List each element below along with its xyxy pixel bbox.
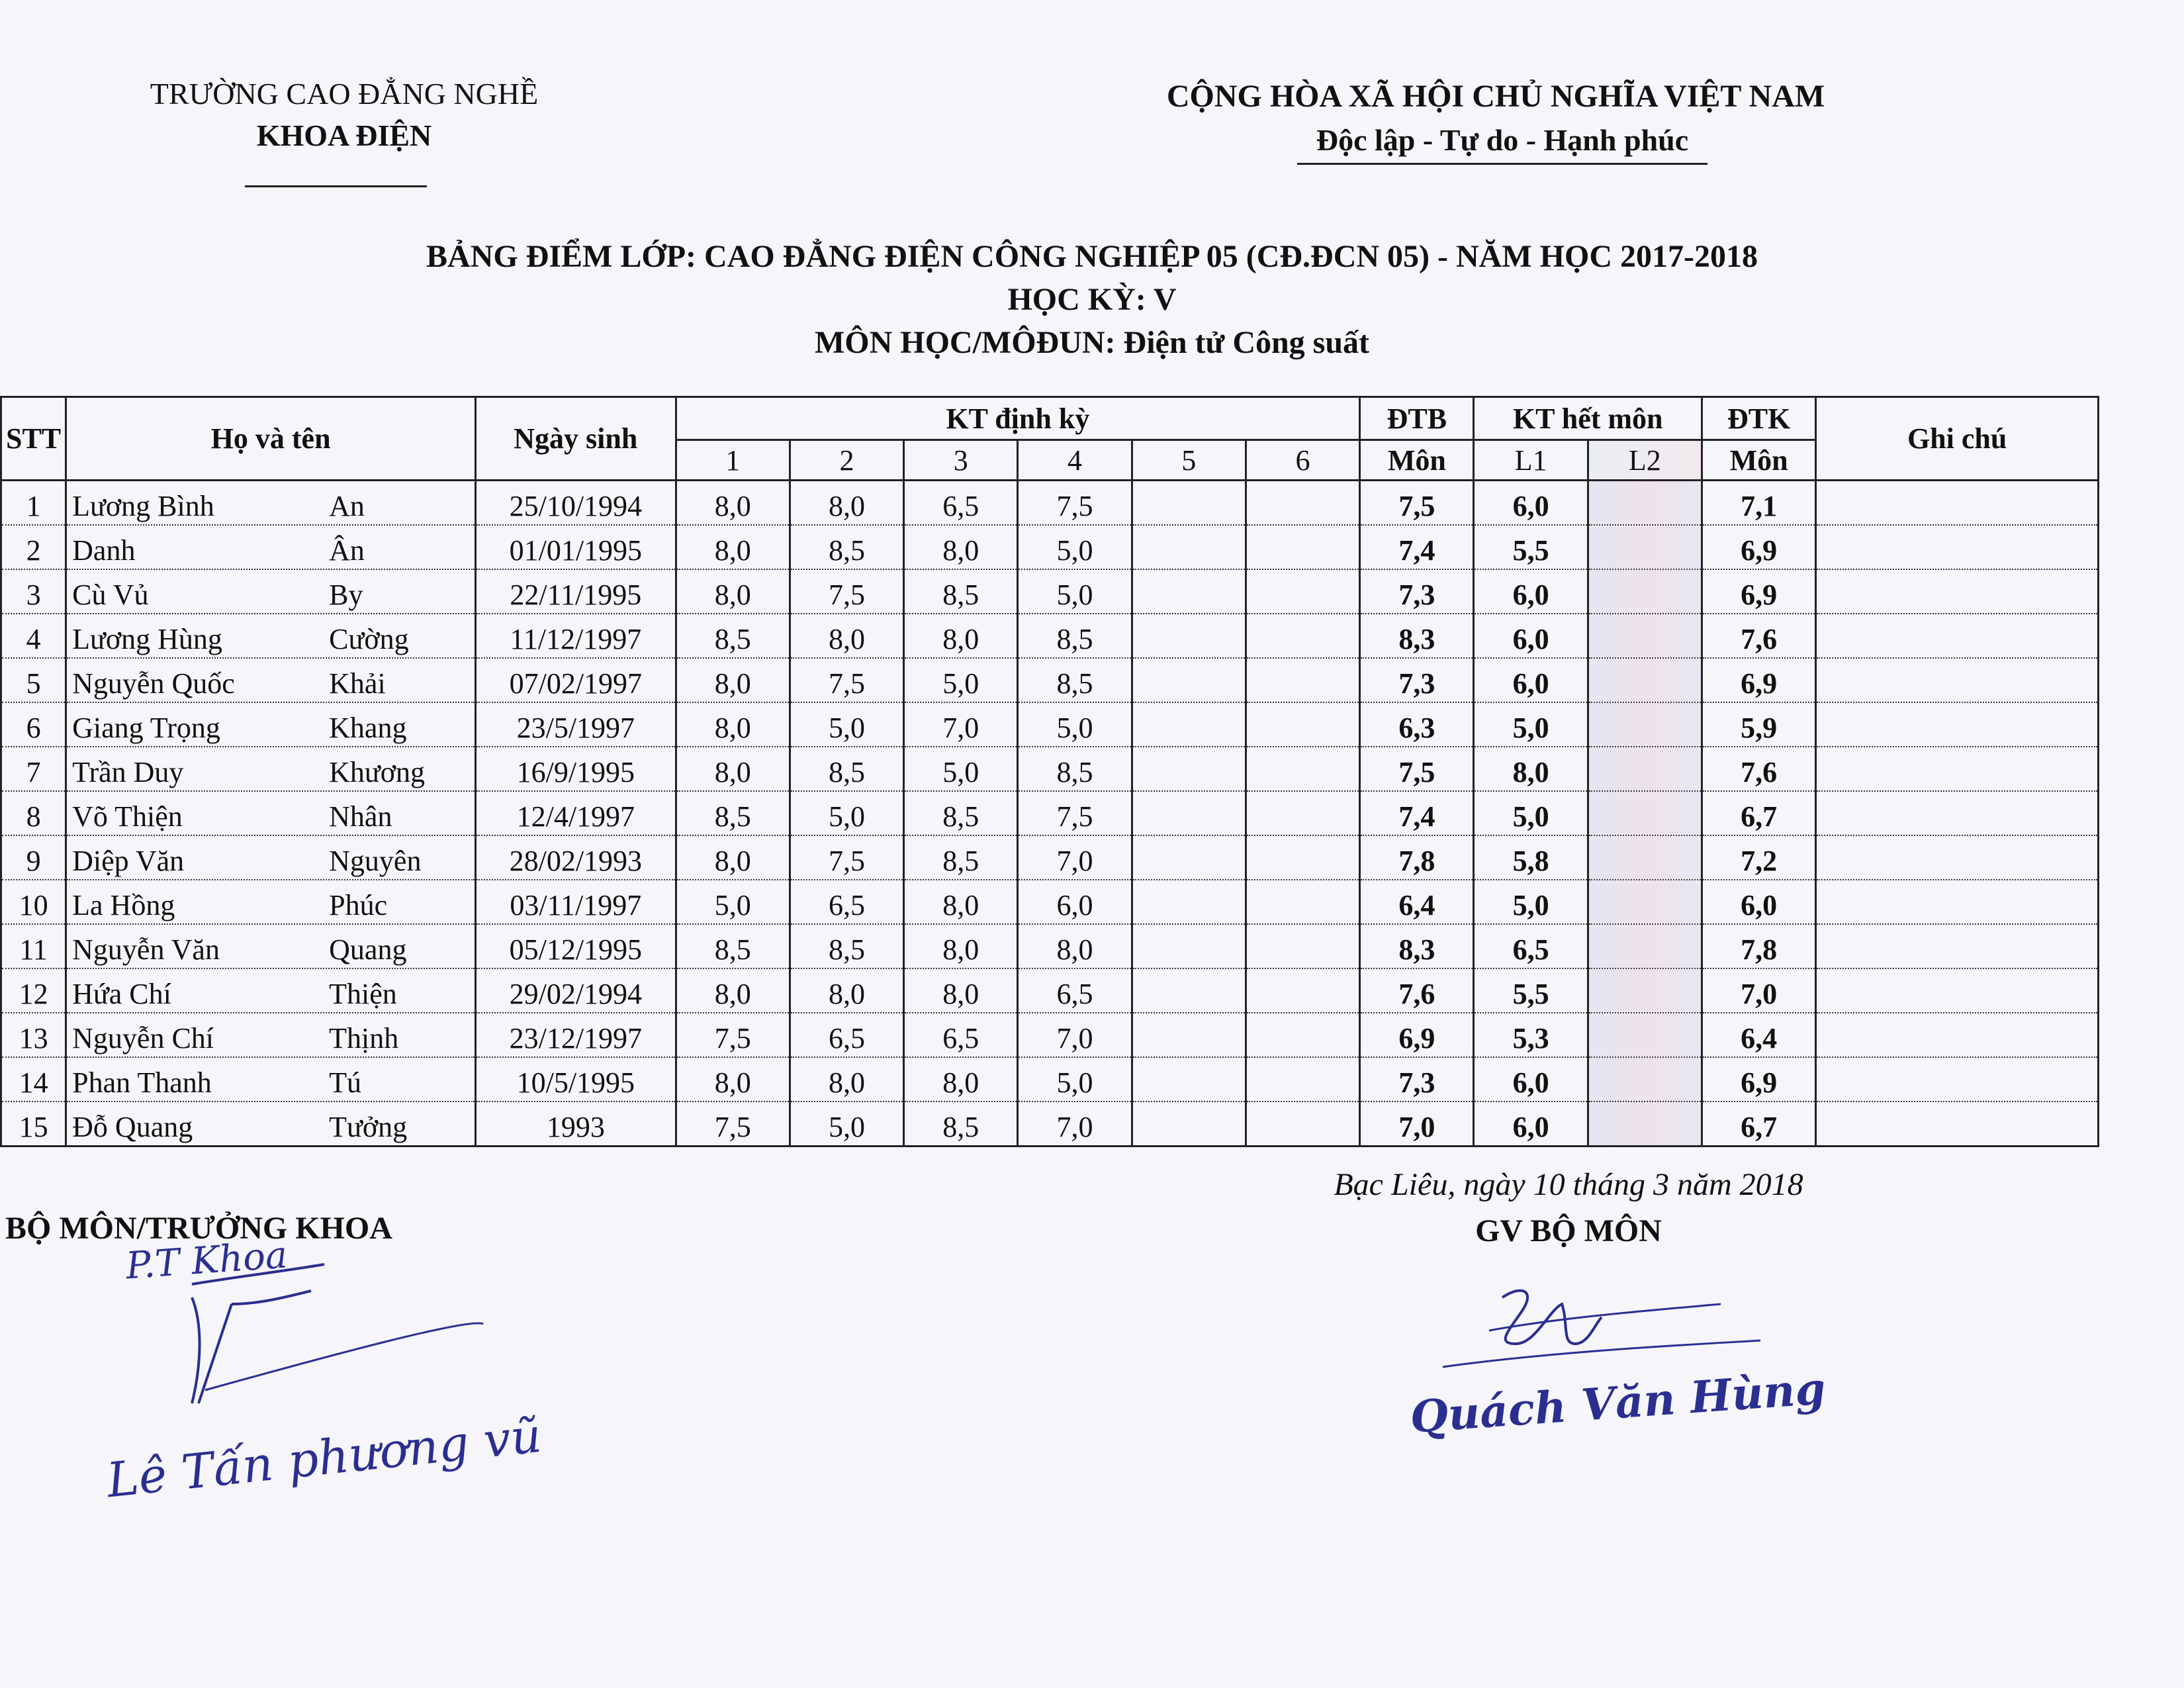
row-stt: 10 bbox=[1, 880, 66, 924]
student-first-name: Cường bbox=[329, 623, 409, 655]
row-final-l2 bbox=[1588, 658, 1702, 702]
row-periodic-score-4: 8,5 bbox=[1018, 614, 1132, 658]
row-dtb: 7,4 bbox=[1360, 791, 1474, 835]
row-periodic-score-6 bbox=[1246, 1102, 1359, 1147]
row-periodic-score-1: 8,0 bbox=[676, 747, 790, 791]
grade-table bbox=[0, 396, 2099, 1147]
row-student-name bbox=[66, 924, 476, 968]
row-final-l1: 5,0 bbox=[1474, 880, 1588, 924]
row-periodic-score-1: 8,0 bbox=[676, 835, 790, 880]
row-stt: 2 bbox=[1, 525, 66, 569]
student-last-name: Danh bbox=[72, 534, 136, 567]
dean-role: BỘ MÔN/TRƯỞNG KHOA bbox=[5, 1211, 392, 1246]
row-note bbox=[1816, 702, 2099, 747]
row-final-l2 bbox=[1588, 569, 1702, 614]
row-dob: 1993 bbox=[476, 1102, 676, 1147]
row-final-l1: 5,8 bbox=[1474, 835, 1588, 880]
row-final-l1: 5,3 bbox=[1474, 1013, 1588, 1057]
row-periodic-score-5 bbox=[1132, 880, 1246, 924]
row-dtk: 7,8 bbox=[1702, 924, 1816, 968]
school-name: TRƯỜNG CAO ĐẲNG NGHỀ bbox=[150, 77, 539, 111]
row-periodic-score-3: 8,5 bbox=[904, 791, 1018, 835]
row-periodic-score-1: 8,0 bbox=[676, 968, 790, 1013]
row-dtk: 6,9 bbox=[1702, 525, 1816, 569]
row-final-l1: 6,0 bbox=[1474, 481, 1588, 526]
student-last-name: Nguyễn Văn bbox=[72, 933, 220, 966]
row-dtk: 6,9 bbox=[1702, 1057, 1816, 1102]
table-row bbox=[1, 614, 2099, 658]
row-dob: 05/12/1995 bbox=[476, 924, 676, 968]
row-dtb: 8,3 bbox=[1360, 924, 1474, 968]
row-periodic-score-2: 8,0 bbox=[790, 481, 903, 526]
row-periodic-score-6 bbox=[1246, 791, 1359, 835]
row-periodic-score-6 bbox=[1246, 525, 1359, 569]
row-periodic-score-2: 5,0 bbox=[790, 702, 903, 747]
row-stt: 11 bbox=[1, 924, 66, 968]
row-periodic-score-6 bbox=[1246, 1013, 1359, 1057]
row-dtb: 7,3 bbox=[1360, 658, 1474, 702]
student-last-name: Võ Thiện bbox=[72, 800, 183, 833]
row-student-name bbox=[66, 968, 476, 1013]
row-dtk: 7,2 bbox=[1702, 835, 1816, 880]
row-final-l2 bbox=[1588, 968, 1702, 1013]
row-student-name bbox=[66, 835, 476, 880]
row-dtb: 7,4 bbox=[1360, 525, 1474, 569]
student-last-name: Lương Hùng bbox=[72, 623, 222, 655]
row-dtk: 7,0 bbox=[1702, 968, 1816, 1013]
row-periodic-score-6 bbox=[1246, 924, 1359, 968]
row-final-l2 bbox=[1588, 1102, 1702, 1147]
student-first-name: Khang bbox=[329, 712, 407, 744]
document-title: BẢNG ĐIỂM LỚP: CAO ĐẲNG ĐIỆN CÔNG NGHIỆP 05 (CĐ.ĐCN 05) - NĂM HỌC 2017-2018 bbox=[426, 239, 1758, 274]
row-final-l2 bbox=[1588, 1057, 1702, 1102]
table-row bbox=[1, 569, 2099, 614]
row-final-l2 bbox=[1588, 880, 1702, 924]
row-final-l1: 5,5 bbox=[1474, 968, 1588, 1013]
row-periodic-score-3: 8,5 bbox=[904, 835, 1018, 880]
row-periodic-score-6 bbox=[1246, 569, 1359, 614]
row-stt: 14 bbox=[1, 1057, 66, 1102]
row-final-l1: 8,0 bbox=[1474, 747, 1588, 791]
row-periodic-score-1: 8,0 bbox=[676, 658, 790, 702]
row-student-name bbox=[66, 658, 476, 702]
row-final-l1: 5,0 bbox=[1474, 791, 1588, 835]
row-periodic-score-3: 8,0 bbox=[904, 1057, 1018, 1102]
row-dob: 16/9/1995 bbox=[476, 747, 676, 791]
row-final-l2 bbox=[1588, 924, 1702, 968]
row-periodic-score-5 bbox=[1132, 924, 1246, 968]
row-dtb: 6,3 bbox=[1360, 702, 1474, 747]
national-motto: Độc lập - Tự do - Hạnh phúc bbox=[1297, 122, 1707, 165]
row-periodic-score-4: 6,0 bbox=[1018, 880, 1132, 924]
row-student-name bbox=[66, 880, 476, 924]
row-periodic-score-4: 8,5 bbox=[1018, 747, 1132, 791]
row-periodic-score-6 bbox=[1246, 880, 1359, 924]
row-periodic-score-5 bbox=[1132, 614, 1246, 658]
row-dtk: 7,6 bbox=[1702, 614, 1816, 658]
student-first-name: Thiện bbox=[329, 978, 397, 1010]
row-periodic-score-3: 8,0 bbox=[904, 968, 1018, 1013]
student-last-name: Lương Bình bbox=[72, 490, 214, 522]
table-row bbox=[1, 747, 2099, 791]
row-periodic-score-5 bbox=[1132, 1057, 1246, 1102]
row-periodic-score-5 bbox=[1132, 968, 1246, 1013]
row-periodic-score-1: 8,0 bbox=[676, 1057, 790, 1102]
subject-title: MÔN HỌC/MÔĐUN: Điện tử Công suất bbox=[814, 325, 1370, 360]
row-periodic-score-4: 7,5 bbox=[1018, 481, 1132, 526]
row-periodic-score-1: 8,0 bbox=[676, 702, 790, 747]
row-periodic-score-2: 5,0 bbox=[790, 1102, 903, 1147]
row-periodic-score-1: 8,0 bbox=[676, 569, 790, 614]
student-last-name: Nguyễn Quốc bbox=[72, 667, 235, 700]
header-periodic-5: 5 bbox=[1132, 440, 1246, 481]
row-dob: 25/10/1994 bbox=[476, 481, 676, 526]
row-dtk: 6,9 bbox=[1702, 658, 1816, 702]
row-periodic-score-4: 8,5 bbox=[1018, 658, 1132, 702]
row-dtb: 7,6 bbox=[1360, 968, 1474, 1013]
table-row bbox=[1, 1013, 2099, 1057]
row-dtk: 5,9 bbox=[1702, 702, 1816, 747]
student-first-name: Tưởng bbox=[329, 1111, 408, 1143]
row-note bbox=[1816, 525, 2099, 569]
row-periodic-score-2: 8,0 bbox=[790, 614, 903, 658]
table-row bbox=[1, 924, 2099, 968]
signature-date: Bạc Liêu, ngày 10 tháng 3 năm 2018 bbox=[1334, 1167, 1803, 1202]
row-stt: 7 bbox=[1, 747, 66, 791]
row-periodic-score-5 bbox=[1132, 702, 1246, 747]
row-periodic-score-1: 7,5 bbox=[676, 1013, 790, 1057]
dean-name: Lê Tấn phương vũ bbox=[104, 1407, 544, 1509]
row-final-l1: 5,5 bbox=[1474, 525, 1588, 569]
row-periodic-score-2: 6,5 bbox=[790, 1013, 903, 1057]
student-first-name: Tú bbox=[329, 1066, 362, 1099]
teacher-name: Quách Văn Hùng bbox=[1408, 1362, 1827, 1443]
row-final-l1: 6,0 bbox=[1474, 1102, 1588, 1147]
row-periodic-score-1: 7,5 bbox=[676, 1102, 790, 1147]
row-periodic-score-3: 6,5 bbox=[904, 481, 1018, 526]
header-periodic-1: 1 bbox=[676, 440, 790, 481]
row-periodic-score-5 bbox=[1132, 569, 1246, 614]
row-student-name bbox=[66, 791, 476, 835]
row-dtb: 6,9 bbox=[1360, 1013, 1474, 1057]
row-note bbox=[1816, 614, 2099, 658]
table-row bbox=[1, 1057, 2099, 1102]
row-final-l2 bbox=[1588, 525, 1702, 569]
row-periodic-score-2: 6,5 bbox=[790, 880, 903, 924]
row-periodic-score-2: 8,5 bbox=[790, 525, 903, 569]
row-dtk: 7,6 bbox=[1702, 747, 1816, 791]
row-dtb: 7,5 bbox=[1360, 481, 1474, 526]
row-dtk: 6,9 bbox=[1702, 569, 1816, 614]
row-periodic-score-4: 7,0 bbox=[1018, 1102, 1132, 1147]
row-periodic-score-6 bbox=[1246, 658, 1359, 702]
row-student-name bbox=[66, 569, 476, 614]
row-final-l1: 6,0 bbox=[1474, 658, 1588, 702]
row-dob: 03/11/1997 bbox=[476, 880, 676, 924]
row-final-l2 bbox=[1588, 614, 1702, 658]
table-row bbox=[1, 1102, 2099, 1147]
row-stt: 5 bbox=[1, 658, 66, 702]
row-dtb: 7,3 bbox=[1360, 1057, 1474, 1102]
row-dob: 10/5/1995 bbox=[476, 1057, 676, 1102]
header-dtb-sub: Môn bbox=[1360, 440, 1474, 481]
row-stt: 1 bbox=[1, 481, 66, 526]
row-note bbox=[1816, 1102, 2099, 1147]
row-periodic-score-3: 5,0 bbox=[904, 747, 1018, 791]
row-periodic-score-2: 7,5 bbox=[790, 658, 903, 702]
row-periodic-score-6 bbox=[1246, 747, 1359, 791]
row-periodic-score-1: 8,5 bbox=[676, 924, 790, 968]
row-dob: 11/12/1997 bbox=[476, 614, 676, 658]
row-periodic-score-2: 8,5 bbox=[790, 747, 903, 791]
row-periodic-score-1: 8,5 bbox=[676, 614, 790, 658]
student-last-name: Diệp Văn bbox=[72, 845, 185, 877]
row-dtb: 7,0 bbox=[1360, 1102, 1474, 1147]
nation-name: CỘNG HÒA XÃ HỘI CHỦ NGHĨA VIỆT NAM bbox=[1166, 79, 1825, 114]
row-periodic-score-2: 7,5 bbox=[790, 569, 903, 614]
row-dtk: 6,7 bbox=[1702, 1102, 1816, 1147]
header-final-l1: L1 bbox=[1474, 440, 1588, 481]
student-first-name: By bbox=[329, 579, 363, 611]
row-stt: 3 bbox=[1, 569, 66, 614]
row-periodic-score-5 bbox=[1132, 1013, 1246, 1057]
row-student-name bbox=[66, 1102, 476, 1147]
row-periodic-score-6 bbox=[1246, 702, 1359, 747]
row-note bbox=[1816, 1013, 2099, 1057]
row-periodic-score-3: 6,5 bbox=[904, 1013, 1018, 1057]
table-row bbox=[1, 791, 2099, 835]
row-student-name bbox=[66, 702, 476, 747]
student-last-name: La Hồng bbox=[72, 889, 175, 921]
header-periodic-2: 2 bbox=[790, 440, 903, 481]
row-final-l2 bbox=[1588, 481, 1702, 526]
row-periodic-score-1: 5,0 bbox=[676, 880, 790, 924]
semester-title: HỌC KỲ: V bbox=[1007, 282, 1177, 317]
header-final-l2: L2 bbox=[1588, 440, 1702, 481]
header-periodic-6: 6 bbox=[1246, 440, 1359, 481]
table-row bbox=[1, 481, 2099, 526]
row-stt: 15 bbox=[1, 1102, 66, 1147]
row-periodic-score-3: 8,0 bbox=[904, 880, 1018, 924]
student-first-name: An bbox=[329, 490, 365, 522]
row-dtk: 6,0 bbox=[1702, 880, 1816, 924]
row-periodic-score-2: 7,5 bbox=[790, 835, 903, 880]
row-dtb: 7,8 bbox=[1360, 835, 1474, 880]
header-periodic-4: 4 bbox=[1018, 440, 1132, 481]
row-periodic-score-4: 6,5 bbox=[1018, 968, 1132, 1013]
row-student-name bbox=[66, 614, 476, 658]
row-student-name bbox=[66, 1013, 476, 1057]
row-stt: 4 bbox=[1, 614, 66, 658]
row-periodic-score-3: 5,0 bbox=[904, 658, 1018, 702]
row-student-name bbox=[66, 1057, 476, 1102]
table-row bbox=[1, 835, 2099, 880]
row-periodic-score-6 bbox=[1246, 481, 1359, 526]
row-note bbox=[1816, 658, 2099, 702]
row-periodic-score-3: 8,0 bbox=[904, 614, 1018, 658]
row-periodic-score-3: 7,0 bbox=[904, 702, 1018, 747]
row-periodic-score-4: 5,0 bbox=[1018, 525, 1132, 569]
student-last-name: Nguyễn Chí bbox=[72, 1022, 214, 1055]
row-periodic-score-4: 7,5 bbox=[1018, 791, 1132, 835]
row-periodic-score-3: 8,5 bbox=[904, 569, 1018, 614]
header-dob: Ngày sinh bbox=[476, 397, 676, 481]
row-periodic-score-6 bbox=[1246, 1057, 1359, 1102]
row-periodic-score-5 bbox=[1132, 1102, 1246, 1147]
row-stt: 8 bbox=[1, 791, 66, 835]
row-periodic-score-4: 5,0 bbox=[1018, 1057, 1132, 1102]
row-periodic-score-2: 8,5 bbox=[790, 924, 903, 968]
row-periodic-score-5 bbox=[1132, 525, 1246, 569]
row-periodic-score-4: 5,0 bbox=[1018, 569, 1132, 614]
header-periodic-tests: KT định kỳ bbox=[676, 397, 1360, 440]
row-periodic-score-2: 8,0 bbox=[790, 1057, 903, 1102]
row-periodic-score-3: 8,5 bbox=[904, 1102, 1018, 1147]
row-periodic-score-6 bbox=[1246, 614, 1359, 658]
header-divider bbox=[245, 185, 427, 187]
row-final-l1: 6,5 bbox=[1474, 924, 1588, 968]
student-last-name: Trần Duy bbox=[72, 756, 184, 788]
row-final-l2 bbox=[1588, 835, 1702, 880]
row-note bbox=[1816, 747, 2099, 791]
row-final-l2 bbox=[1588, 1013, 1702, 1057]
header-stt: STT bbox=[1, 397, 66, 481]
row-dtk: 6,7 bbox=[1702, 791, 1816, 835]
student-last-name: Phan Thanh bbox=[72, 1066, 212, 1099]
row-periodic-score-1: 8,0 bbox=[676, 525, 790, 569]
table-row bbox=[1, 658, 2099, 702]
row-stt: 9 bbox=[1, 835, 66, 880]
row-dob: 12/4/1997 bbox=[476, 791, 676, 835]
row-periodic-score-5 bbox=[1132, 835, 1246, 880]
row-note bbox=[1816, 791, 2099, 835]
header-name: Họ và tên bbox=[66, 397, 476, 481]
row-dob: 22/11/1995 bbox=[476, 569, 676, 614]
student-last-name: Hứa Chí bbox=[72, 978, 171, 1010]
row-dob: 28/02/1993 bbox=[476, 835, 676, 880]
row-periodic-score-4: 8,0 bbox=[1018, 924, 1132, 968]
row-note bbox=[1816, 924, 2099, 968]
table-row bbox=[1, 702, 2099, 747]
row-dtk: 6,4 bbox=[1702, 1013, 1816, 1057]
row-note bbox=[1816, 1057, 2099, 1102]
row-final-l1: 5,0 bbox=[1474, 702, 1588, 747]
row-final-l2 bbox=[1588, 791, 1702, 835]
faculty-name: KHOA ĐIỆN bbox=[256, 118, 432, 152]
row-periodic-score-4: 7,0 bbox=[1018, 835, 1132, 880]
row-stt: 13 bbox=[1, 1013, 66, 1057]
student-first-name: Quang bbox=[329, 933, 407, 966]
row-dtk: 7,1 bbox=[1702, 481, 1816, 526]
row-periodic-score-5 bbox=[1132, 747, 1246, 791]
table-row bbox=[1, 525, 2099, 569]
row-periodic-score-1: 8,5 bbox=[676, 791, 790, 835]
row-stt: 12 bbox=[1, 968, 66, 1013]
row-periodic-score-6 bbox=[1246, 835, 1359, 880]
row-periodic-score-3: 8,0 bbox=[904, 924, 1018, 968]
student-first-name: Thịnh bbox=[329, 1022, 399, 1055]
row-note bbox=[1816, 481, 2099, 526]
student-last-name: Giang Trọng bbox=[72, 712, 220, 744]
row-student-name bbox=[66, 481, 476, 526]
row-dtb: 6,4 bbox=[1360, 880, 1474, 924]
student-first-name: Phúc bbox=[329, 889, 388, 921]
header-dtk-sub: Môn bbox=[1702, 440, 1816, 481]
row-dob: 23/12/1997 bbox=[476, 1013, 676, 1057]
row-dob: 23/5/1997 bbox=[476, 702, 676, 747]
grade-table-body bbox=[1, 481, 2099, 1147]
header-dtk: ĐTK bbox=[1702, 397, 1816, 440]
student-last-name: Đỗ Quang bbox=[72, 1111, 193, 1143]
student-first-name: Nguyên bbox=[329, 845, 422, 877]
table-row bbox=[1, 880, 2099, 924]
student-last-name: Cù Vủ bbox=[72, 579, 149, 611]
row-dtb: 7,5 bbox=[1360, 747, 1474, 791]
row-note bbox=[1816, 835, 2099, 880]
row-final-l1: 6,0 bbox=[1474, 614, 1588, 658]
row-dob: 07/02/1997 bbox=[476, 658, 676, 702]
row-note bbox=[1816, 880, 2099, 924]
student-first-name: Ân bbox=[329, 534, 365, 567]
row-periodic-score-5 bbox=[1132, 658, 1246, 702]
student-first-name: Khải bbox=[329, 667, 386, 700]
row-final-l1: 6,0 bbox=[1474, 569, 1588, 614]
row-final-l1: 6,0 bbox=[1474, 1057, 1588, 1102]
row-periodic-score-2: 5,0 bbox=[790, 791, 903, 835]
student-first-name: Nhân bbox=[329, 800, 392, 833]
student-first-name: Khương bbox=[329, 756, 426, 788]
header-dtb: ĐTB bbox=[1360, 397, 1474, 440]
row-periodic-score-5 bbox=[1132, 481, 1246, 526]
row-stt: 6 bbox=[1, 702, 66, 747]
row-periodic-score-6 bbox=[1246, 968, 1359, 1013]
row-student-name bbox=[66, 525, 476, 569]
row-final-l2 bbox=[1588, 702, 1702, 747]
row-final-l2 bbox=[1588, 747, 1702, 791]
row-student-name bbox=[66, 747, 476, 791]
header-final-exam: KT hết môn bbox=[1474, 397, 1702, 440]
teacher-role: GV BỘ MÔN bbox=[1475, 1213, 1662, 1248]
row-dtb: 7,3 bbox=[1360, 569, 1474, 614]
row-note bbox=[1816, 968, 2099, 1013]
row-periodic-score-4: 5,0 bbox=[1018, 702, 1132, 747]
row-periodic-score-5 bbox=[1132, 791, 1246, 835]
row-periodic-score-1: 8,0 bbox=[676, 481, 790, 526]
row-periodic-score-3: 8,0 bbox=[904, 525, 1018, 569]
header-periodic-3: 3 bbox=[904, 440, 1018, 481]
row-periodic-score-2: 8,0 bbox=[790, 968, 903, 1013]
row-note bbox=[1816, 569, 2099, 614]
header-note: Ghi chú bbox=[1816, 397, 2099, 481]
row-dob: 29/02/1994 bbox=[476, 968, 676, 1013]
handwritten-title: P.T Khoa bbox=[124, 1233, 289, 1288]
row-dtb: 8,3 bbox=[1360, 614, 1474, 658]
row-dob: 01/01/1995 bbox=[476, 525, 676, 569]
table-row bbox=[1, 968, 2099, 1013]
row-periodic-score-4: 7,0 bbox=[1018, 1013, 1132, 1057]
